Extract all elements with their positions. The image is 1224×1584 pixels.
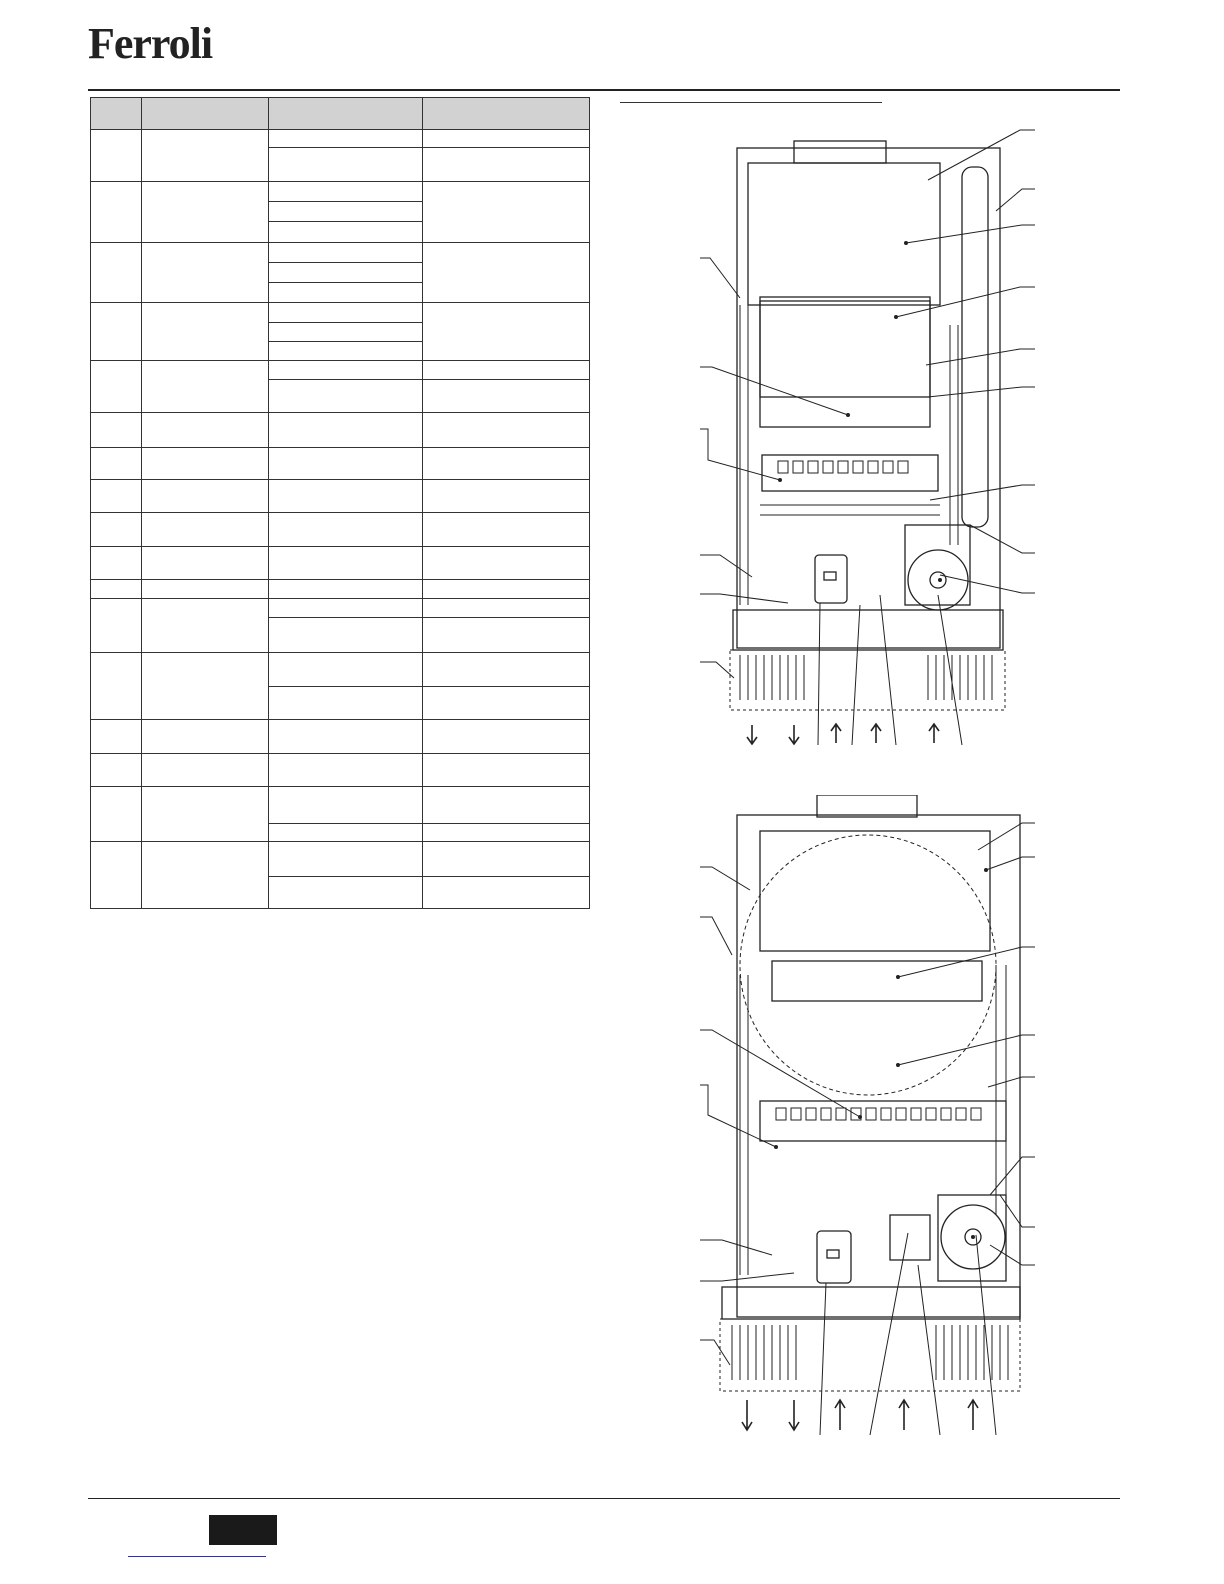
table-cell: [423, 413, 590, 447]
table-cell: [269, 413, 423, 447]
fan-dashed-circle: [740, 835, 996, 1095]
expansion-vessel: [962, 167, 988, 527]
table-cell: [423, 599, 590, 618]
table-cell: [142, 512, 269, 546]
table-cell: [142, 652, 269, 719]
table-cell: [142, 242, 269, 302]
table-header-cell: [423, 98, 590, 130]
table-row: [91, 361, 590, 380]
table-row: [91, 754, 590, 787]
table-header-row: [91, 98, 590, 130]
table-cell: [269, 242, 423, 262]
table-cell: [91, 754, 142, 787]
table-cell: [91, 130, 142, 182]
casing-outline: [737, 148, 1000, 648]
connection-plate: [722, 1287, 1020, 1319]
footer-rule: [88, 1498, 1120, 1499]
table-cell: [423, 182, 590, 242]
table-header-cell: [142, 98, 269, 130]
flue-outlet: [794, 141, 886, 163]
flue-outlet: [817, 795, 917, 817]
table-cell: [423, 876, 590, 908]
table-cell: [269, 618, 423, 652]
table-cell: [142, 361, 269, 413]
table-cell: [269, 686, 423, 719]
table-cell: [91, 842, 142, 909]
connection-plate: [733, 610, 1003, 650]
table-cell: [91, 413, 142, 447]
table-cell: [423, 547, 590, 580]
table-cell: [91, 547, 142, 580]
table-row: [91, 652, 590, 686]
table-cell: [269, 262, 423, 282]
table-cell: [91, 242, 142, 302]
table-cell: [142, 479, 269, 512]
table-cell: [269, 202, 423, 222]
flow-arrow-down-icon: [789, 725, 799, 744]
table-cell: [142, 787, 269, 842]
flow-arrow-down-icon: [747, 725, 757, 744]
table-cell: [269, 342, 423, 361]
footer-link-underline[interactable]: [128, 1556, 266, 1557]
table-cell: [91, 447, 142, 479]
table-cell: [269, 652, 423, 686]
table-cell: [423, 719, 590, 753]
table-row: [91, 580, 590, 599]
dashed-outline: [730, 650, 1005, 710]
table-cell: [142, 599, 269, 652]
flow-arrow-up-icon: [835, 1400, 845, 1430]
diverter-valve: [890, 1215, 930, 1260]
table-cell: [269, 148, 423, 182]
table-cell: [91, 302, 142, 360]
table-row: [91, 130, 590, 148]
table-row: [91, 479, 590, 512]
table-cell: [269, 302, 423, 322]
table-cell: [269, 824, 423, 842]
table-cell: [269, 599, 423, 618]
table-cell: [423, 380, 590, 413]
table-row: [91, 447, 590, 479]
header-rule: [88, 89, 1120, 91]
table-cell: [142, 842, 269, 909]
table-cell: [269, 754, 423, 787]
table-cell: [142, 182, 269, 242]
table-cell: [423, 842, 590, 876]
table-cell: [142, 413, 269, 447]
table-cell: [269, 130, 423, 148]
table-cell: [142, 580, 269, 599]
table-cell: [91, 787, 142, 842]
flow-arrow-up-icon: [899, 1400, 909, 1430]
table-cell: [269, 479, 423, 512]
figure-title-rule: [620, 102, 882, 103]
boiler-diagram-top: [700, 125, 1040, 750]
table-row: [91, 787, 590, 824]
table-cell: [91, 182, 142, 242]
flow-arrow-up-icon: [871, 724, 881, 743]
table-cell: [269, 447, 423, 479]
table-cell: [269, 842, 423, 876]
table-cell: [269, 787, 423, 824]
table-header-cell: [91, 98, 142, 130]
table-row: [91, 512, 590, 546]
table-cell: [423, 512, 590, 546]
table-row: [91, 842, 590, 876]
table-cell: [269, 512, 423, 546]
table-cell: [142, 754, 269, 787]
flow-arrow-up-icon: [831, 724, 841, 743]
table-cell: [423, 787, 590, 824]
heat-exchanger: [760, 831, 990, 951]
table-row: [91, 182, 590, 202]
heat-exchanger: [748, 163, 940, 305]
page-language-tab: [209, 1515, 277, 1545]
table-row: [91, 413, 590, 447]
table-cell: [423, 447, 590, 479]
table-cell: [142, 547, 269, 580]
table-row: [91, 547, 590, 580]
brand-logo-text: Ferroli: [88, 19, 213, 68]
table-cell: [423, 361, 590, 380]
combustion-chamber: [760, 297, 930, 397]
table-cell: [142, 719, 269, 753]
table-cell: [91, 479, 142, 512]
gas-valve: [817, 1231, 851, 1283]
table-cell: [269, 361, 423, 380]
table-cell: [269, 547, 423, 580]
table-cell: [91, 719, 142, 753]
table-row: [91, 719, 590, 753]
table-cell: [269, 282, 423, 302]
table-cell: [142, 130, 269, 182]
flow-arrow-down-icon: [742, 1400, 752, 1430]
dashed-outline: [720, 1319, 1020, 1391]
table-cell: [423, 686, 590, 719]
boiler-diagram-bottom: [700, 795, 1040, 1440]
technical-data-table: [90, 97, 590, 909]
flow-arrow-down-icon: [789, 1400, 799, 1430]
table-header-cell: [269, 98, 423, 130]
table-cell: [423, 824, 590, 842]
brand-logo: [88, 18, 212, 69]
table-cell: [91, 652, 142, 719]
table-cell: [91, 361, 142, 413]
table-cell: [269, 222, 423, 242]
table-cell: [423, 618, 590, 652]
table-row: [91, 302, 590, 322]
table-cell: [91, 512, 142, 546]
casing-outline: [737, 815, 1020, 1317]
gas-valve: [815, 555, 847, 603]
combustion-chamber-top: [772, 961, 982, 1001]
table-cell: [269, 580, 423, 599]
table-cell: [423, 302, 590, 360]
table-cell: [91, 580, 142, 599]
table-cell: [423, 652, 590, 686]
table-cell: [423, 148, 590, 182]
table-cell: [423, 242, 590, 302]
flow-arrow-up-icon: [968, 1400, 978, 1430]
flow-arrow-up-icon: [929, 724, 939, 743]
table-cell: [423, 580, 590, 599]
table-cell: [91, 599, 142, 652]
table-cell: [423, 479, 590, 512]
table-row: [91, 599, 590, 618]
table-cell: [423, 130, 590, 148]
table-cell: [269, 182, 423, 202]
table-cell: [142, 302, 269, 360]
table-cell: [142, 447, 269, 479]
table-cell: [269, 719, 423, 753]
table-cell: [423, 754, 590, 787]
table-cell: [269, 380, 423, 413]
burner-ramp: [760, 1101, 1006, 1141]
table-row: [91, 242, 590, 262]
table-cell: [269, 876, 423, 908]
table-cell: [269, 322, 423, 341]
